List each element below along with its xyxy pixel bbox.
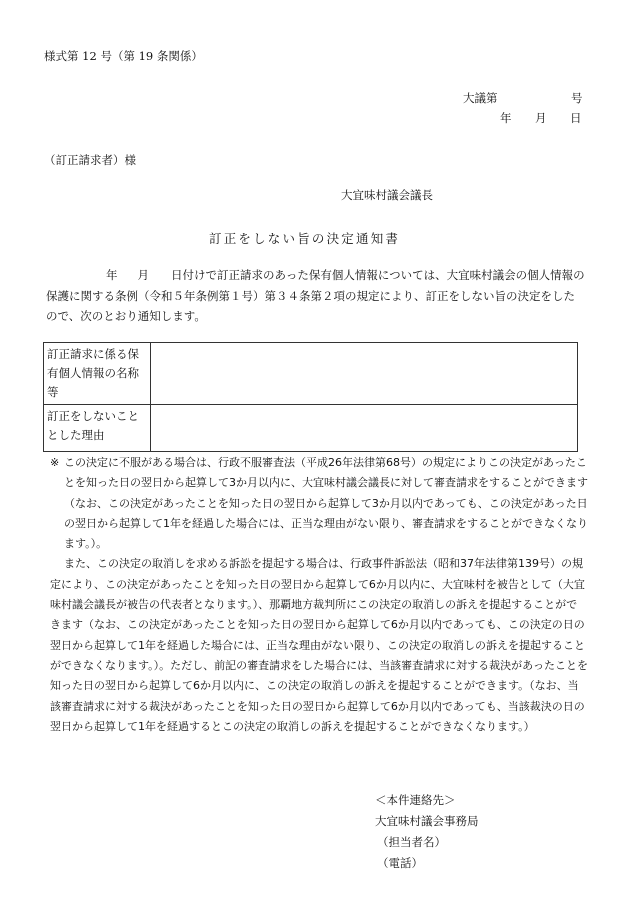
document-title: 訂正をしない旨の決定通知書 xyxy=(209,231,401,246)
table-label-info-name: 訂正請求に係る保有個人情報の名称等 xyxy=(44,343,151,405)
date-year: 年 xyxy=(500,111,512,125)
body-month-label: 月 xyxy=(137,268,149,282)
body-paragraph xyxy=(46,265,586,327)
table-row xyxy=(44,405,578,452)
appeal-note xyxy=(50,453,588,737)
note-paragraph-lawsuit: また、この決定の取消しを求める訴訟を提起する場合は、行政事件訴訟法（昭和37年法律第139号）の規定により、この決定があったことを知った日の翌日から起算して6か月以内に、大宜味村を被告として（大宜味村議会議長が被告の代表者となります。）、那覇地方裁判所にこの決定の取消しの訴えを提起することができます（なお、この決定があったことを知った日の翌日から起算して6か月以内であっても、この決定の日の翌日から起算して1年を経過した場合には、正当な理由がない限り、この決定の取消しの訴えを提起することができなくなります。）。ただし、前記の審査請求をした場合には、当該審査請求に対する裁決があったことを知った日の翌日から起算して6か月以内に、この決定の取消しの訴えを提起することができます。（なお、当該審査請求に対する裁決があったことを知った日の翌日から起算して6か月以内であっても、当該裁決の日の翌日から起算して1年を経過するとこの決定の取消しの訴えを提起することができなくなります。） xyxy=(50,557,589,733)
contact-block xyxy=(375,790,479,874)
note-paragraph-review: この決定に不服がある場合は、行政不服審査法（平成26年法律第68号）の規定によりこの決定があったことを知った日の翌日から起算して3か月以内に、大宜味村議会議長に対して審査請求をすることができます（なお、この決定があったことを知った日の翌日から起算して3か月以内であっても、この決定があった日の翌日から起算して1年を経過した場合には、正当な理由がない限り、審査請求をすることができなくなります。）。 xyxy=(64,456,588,551)
table-value-info-name xyxy=(151,343,578,405)
document-number-suffix: 号 xyxy=(571,91,583,105)
body-year-label: 年 xyxy=(106,268,118,282)
table-value-reason xyxy=(151,405,578,452)
contact-person: （担当者名） xyxy=(377,835,446,849)
contact-phone: （電話） xyxy=(377,856,423,870)
sender-name: 大宜味村議会議長 xyxy=(341,188,433,202)
date-month: 月 xyxy=(535,111,547,125)
form-number: 様式第 12 号（第 19 条関係） xyxy=(44,49,203,63)
body-text: 日付けで訂正請求のあった保有個人情報については、大宜味村議会の個人情報の保護に関する条例（令和５年条例第１号）第３４条第２項の規定により、訂正をしない旨の決定をしたので、次のとおり通知します。 xyxy=(46,268,585,323)
table-row xyxy=(44,343,578,405)
info-table xyxy=(43,342,578,452)
contact-office: 大宜味村議会事務局 xyxy=(375,814,479,828)
requester-addressee: （訂正請求者）様 xyxy=(44,153,136,167)
contact-heading: ＜本件連絡先＞ xyxy=(375,793,456,807)
document-number-label: 大議第 xyxy=(463,91,498,105)
table-label-reason: 訂正をしないこととした理由 xyxy=(44,405,151,452)
note-mark: ※ xyxy=(50,456,60,469)
date-day: 日 xyxy=(570,111,582,125)
